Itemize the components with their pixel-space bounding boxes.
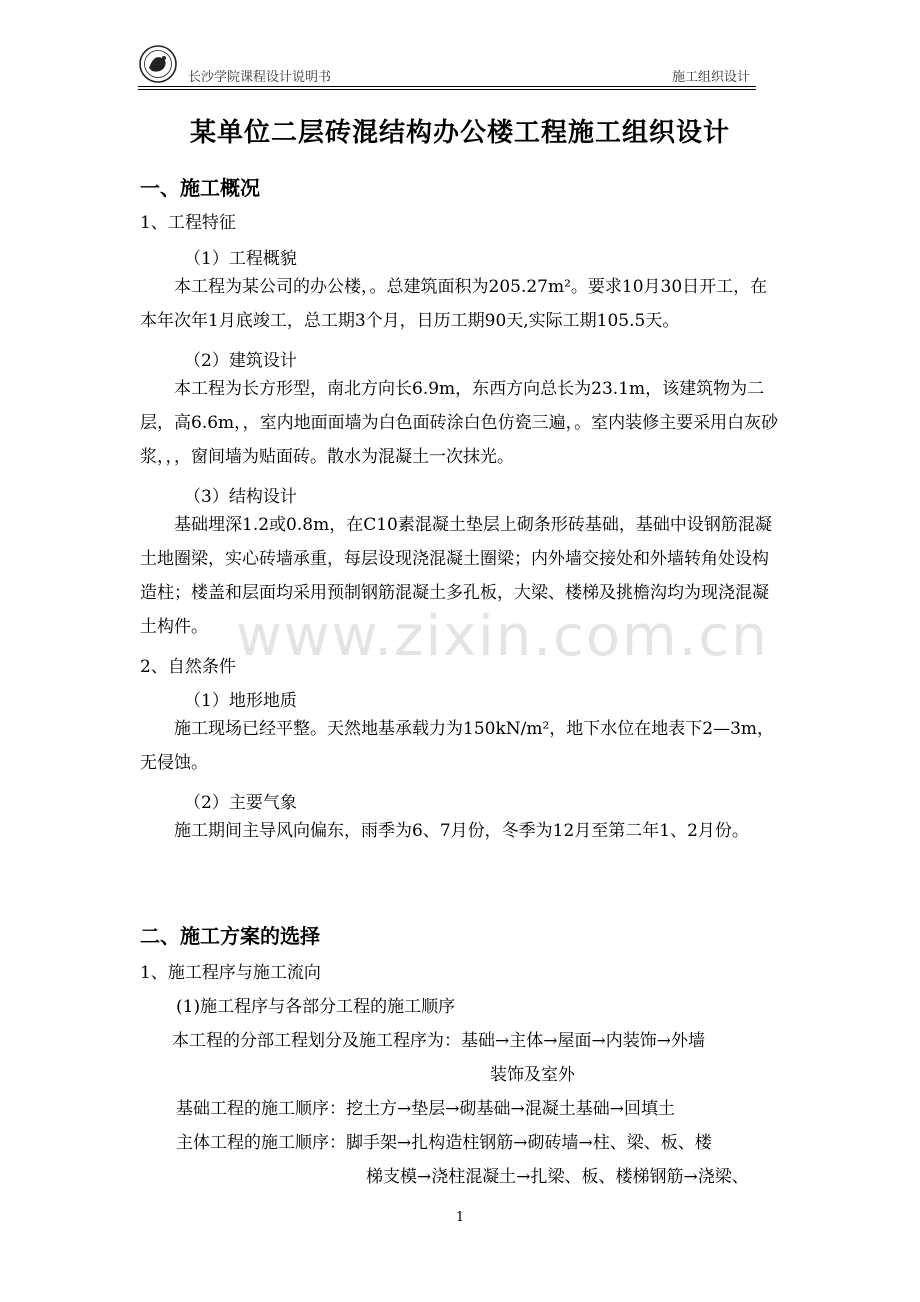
header-left-text: 长沙学院课程设计说明书 xyxy=(188,70,332,85)
paragraph-weather: 施工期间主导风向偏东，雨季为6、7月份，冬季为12月至第二年1、2月份。 xyxy=(174,821,749,841)
header-rule xyxy=(138,86,756,87)
page-number: 1 xyxy=(455,1210,465,1225)
paragraph-architecture: 本工程为长方形型，南北方向长6.9m，东西方向总长为23.1m，该建筑物为二层，高6.6m，，室内地面面墙为白色面砖涂白色仿瓷三遍，。室内装修主要采用白灰砂浆，，，窗间墙为贴面砖。散水为混凝土一次抹光。 xyxy=(140,379,779,467)
item-heading: （3）结构设计 xyxy=(184,487,297,507)
section-heading-1: 一、施工概况 xyxy=(140,176,260,200)
document-title: 某单位二层砖混结构办公楼工程施工组织设计 xyxy=(189,118,730,148)
item-heading: （2）主要气象 xyxy=(184,793,297,813)
item-heading: （1）地形地质 xyxy=(184,691,297,711)
sequence-line: 装饰及室外 xyxy=(490,1065,575,1085)
watermark: www.zixin.com.cn xyxy=(236,604,769,669)
subsection-heading: 1、施工程序与施工流向 xyxy=(140,963,321,983)
school-logo-icon xyxy=(138,44,178,84)
header-rule-secondary xyxy=(138,89,756,90)
sequence-line: 本工程的分部工程划分及施工程序为：基础→主体→屋面→内装饰→外墙 xyxy=(172,1031,705,1051)
sequence-line: 主体工程的施工顺序：脚手架→扎构造柱钢筋→砌砖墙→柱、梁、板、楼 xyxy=(176,1133,712,1153)
header-right-text: 施工组织设计 xyxy=(671,70,750,85)
paragraph-structure: 基础埋深1.2或0.8m，在C10素混凝土垫层上砌条形砖基础，基础中设钢筋混凝土地圈梁，实心砖墙承重，每层设现浇混凝土圈梁；内外墙交接处和外墙转角处设构造柱；楼盖和层面均采用预制钢筋混凝土多孔板，大梁、楼梯及挑檐沟均为现浇混凝土构件。 xyxy=(140,515,772,637)
subsection-heading: 2、自然条件 xyxy=(140,657,236,677)
sequence-line: 基础工程的施工顺序：挖土方→垫层→砌基础→混凝土基础→回填土 xyxy=(176,1099,675,1119)
item-heading: (1)施工程序与各部分工程的施工顺序 xyxy=(176,997,456,1017)
paragraph-overview: 本工程为某公司的办公楼，。总建筑面积为205.27m²。要求10月30日开工，在本年次年1月底竣工，总工期3个月，日历工期90天,实际工期105.5天。 xyxy=(140,277,768,331)
sequence-line: 梯支模→浇柱混凝土→扎梁、板、楼梯钢筋→浇梁、 xyxy=(366,1167,749,1187)
item-heading: （2）建筑设计 xyxy=(184,351,297,371)
subsection-heading: 1、工程特征 xyxy=(140,213,236,233)
section-heading-2: 二、施工方案的选择 xyxy=(140,924,320,948)
item-heading: （1）工程概貌 xyxy=(184,249,297,269)
paragraph-geology: 施工现场已经平整。天然地基承载力为150kN/m²，地下水位在地表下2—3m，无侵蚀。 xyxy=(140,719,775,773)
